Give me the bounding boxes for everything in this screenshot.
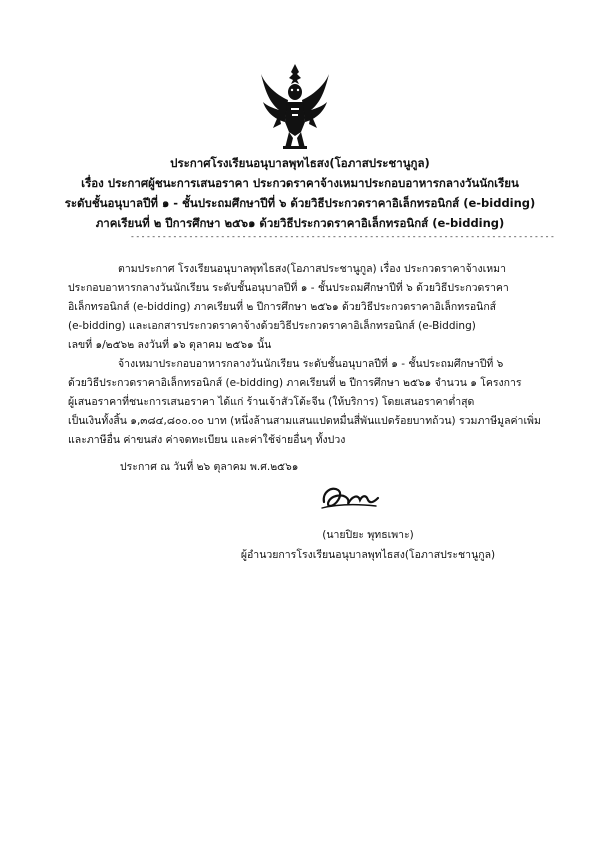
header-term: ภาคเรียนที่ ๒ ปีการศึกษา ๒๕๖๑ ด้วยวิธีประกวดราคาอิเล็กทรอนิกส์ (e-bidding) — [95, 216, 505, 230]
header-divider: -------------------------------------------------------------------------------- — [130, 232, 556, 241]
paragraph-1-line: อิเล็กทรอนิกส์ (e-bidding) ภาคเรียนที่ ๒ ปีการศึกษา ๒๕๖๑ ด้วยวิธีประกวดราคาอิเล็กทรอนิกส์ — [68, 301, 497, 313]
paragraph-2-line: ผู้เสนอราคาที่ชนะการเสนอราคา ได้แก่ ร้านเจ้าสัวโต้ะจีน (ให้บริการ) โดยเสนอราคาต่ำสุด — [68, 396, 475, 408]
garuda-emblem — [255, 62, 335, 152]
paragraph-1-line: ประกอบอาหารกลางวันนักเรียน ระดับชั้นอนุบาลปีที่ ๑ - ชั้นประถมศึกษาปีที่ ๖ ด้วยวิธีประกวดราคา — [68, 282, 509, 294]
paragraph-1-line: ตามประกาศ โรงเรียนอนุบาลพุทไธสง(โอภาสประชานูกูล) เรื่อง ประกวดราคาจ้างเหมา — [118, 263, 506, 275]
paragraph-2-line: จ้างเหมาประกอบอาหารกลางวันนักเรียน ระดับชั้นอนุบาลปีที่ ๑ - ชั้นประถมศึกษาปีที่ ๖ — [118, 358, 504, 370]
signature-image — [318, 478, 386, 514]
header-level: ระดับชั้นอนุบาลปีที่ ๑ - ชั้นประถมศึกษาปีที่ ๖ ด้วยวิธีประกวดราคาอิเล็กทรอนิกส์ (e-bidding) — [64, 196, 536, 210]
signer-position: ผู้อำนวยการโรงเรียนอนุบาลพุทไธสง(โอภาสประชานูกูล) — [240, 549, 496, 561]
paragraph-2-line: ด้วยวิธีประกวดราคาอิเล็กทรอนิกส์ (e-bidding) ภาคเรียนที่ ๒ ปีการศึกษา ๒๕๖๑ จำนวน ๑ โครงการ — [68, 377, 522, 389]
document-body — [68, 260, 548, 450]
signer-name: (นายปิยะ พุทธเพาะ) — [322, 529, 414, 541]
announcement-date: ประกาศ ณ วันที่ ๒๖ ตุลาคม พ.ศ.๒๕๖๑ — [120, 461, 299, 473]
header-org: ประกาศโรงเรียนอนุบาลพุทไธสง(โอภาสประชานูกูล) — [170, 156, 430, 170]
paragraph-2-line: เป็นเงินทั้งสิ้น ๑,๓๘๔,๘๐๐.๐๐ บาท (หนึ่งล้านสามแสนแปดหมื่นสี่พันแปดร้อยบาทถ้วน) รวมภาษีมูลค่าเพิ่ม — [68, 415, 541, 427]
signer-block — [240, 525, 496, 565]
paragraph-1-line: เลขที่ ๑/๒๕๖๒ ลงวันที่ ๑๖ ตุลาคม ๒๕๖๑ นั้น — [68, 339, 272, 351]
document-header — [60, 153, 540, 233]
paragraph-2-line: และภาษีอื่น ค่าขนส่ง ค่าจดทะเบียน และค่าใช้จ่ายอื่นๆ ทั้งปวง — [68, 434, 346, 446]
paragraph-1-line: (e-bidding) และเอกสารประกวดราคาจ้างด้วยวิธีประกวดราคาอิเล็กทรอนิกส์ (e-Bidding) — [68, 320, 476, 332]
header-subject: เรื่อง ประกาศผู้ชนะการเสนอราคา ประกวดราคาจ้างเหมาประกอบอาหารกลางวันนักเรียน — [81, 176, 519, 190]
